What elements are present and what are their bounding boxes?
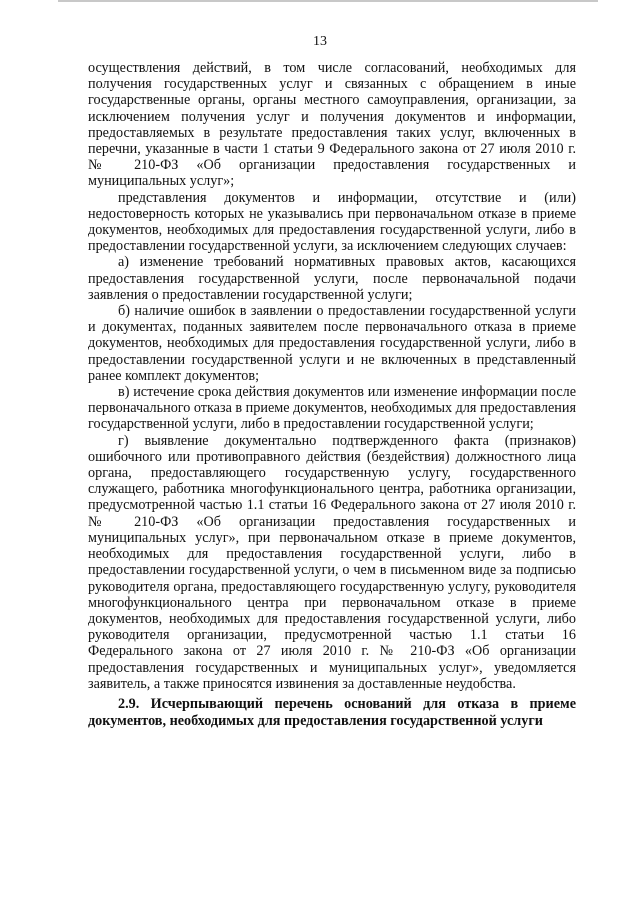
paragraph-exceptions-intro: представления документов и информации, отсутствие и (или) недостоверность которых не указывались при первоначальном отказе в приеме документов, необходимых для предоставления государственной услуги, либо в предоставлении государственной услуги, за исключением следующих случаев: — [88, 189, 576, 255]
section-heading-2-9: 2.9. Исчерпывающий перечень оснований для отказа в приеме документов, необходимых для предоставления государственной услуги — [88, 695, 576, 729]
paragraph-continuation: осуществления действий, в том числе согласований, необходимых для получения государственных услуг и связанных с обращением в иные государственные органы, органы местного самоуправления, организации, за исключением получения услуг и получения документов и информации, предоставляемых в результате предоставления таких услуг, включенных в перечни, указанные в части 1 статьи 9 Федерального закона от 27 июля 2010 г. № 210-ФЗ «Об организации предоставления государственных и муниципальных услуг»; — [88, 60, 576, 190]
top-edge-rule — [58, 0, 598, 2]
paragraph-case-a: а) изменение требований нормативных правовых актов, касающихся предоставления государственной услуги, после первоначальной подачи заявления о предоставлении государственной услуги; — [88, 254, 576, 303]
document-body — [88, 60, 576, 730]
paragraph-case-g: г) выявление документально подтвержденного факта (признаков) ошибочного или противоправного действия (бездействия) должностного лица органа, предоставляющего государственную услугу, государственного служащего, работника многофункционального центра, работника организации, предусмотренной частью 1.1 статьи 16 Федерального закона от 27 июля 2010 г. № 210-ФЗ «Об организации предоставления государственных и муниципальных услуг», при первоначальном отказе в приеме документов, необходимых для предоставления государственной услуги, либо в предоставлении государственной услуги, о чем в письменном виде за подписью руководителя органа, предоставляющего государственную услугу, руководителя многофункционального центра при первоначальном отказе в приеме документов, необходимых для предоставления государственной услуги, либо руководителя организации, предусмотренной частью 1.1 статьи 16 Федерального закона от 27 июля 2010 г. № 210-ФЗ «Об организации предоставления государственных и муниципальных услуг», уведомляется заявитель, а также приносятся извинения за доставленные неудобства. — [88, 432, 576, 692]
paragraph-case-v: в) истечение срока действия документов или изменение информации после первоначального отказа в приеме документов, необходимых для предоставления государственной услуги, либо в предоставлении государственной услуги; — [88, 384, 577, 433]
paragraph-case-b: б) наличие ошибок в заявлении о предоставлении государственной услуги и документах, поданных заявителем после первоначального отказа в приеме документов, необходимых для предоставления государственной услуги, либо в предоставлении государственной услуги и не включенных в представленный ранее комплект документов; — [88, 303, 576, 384]
page-number: 13 — [313, 34, 327, 49]
